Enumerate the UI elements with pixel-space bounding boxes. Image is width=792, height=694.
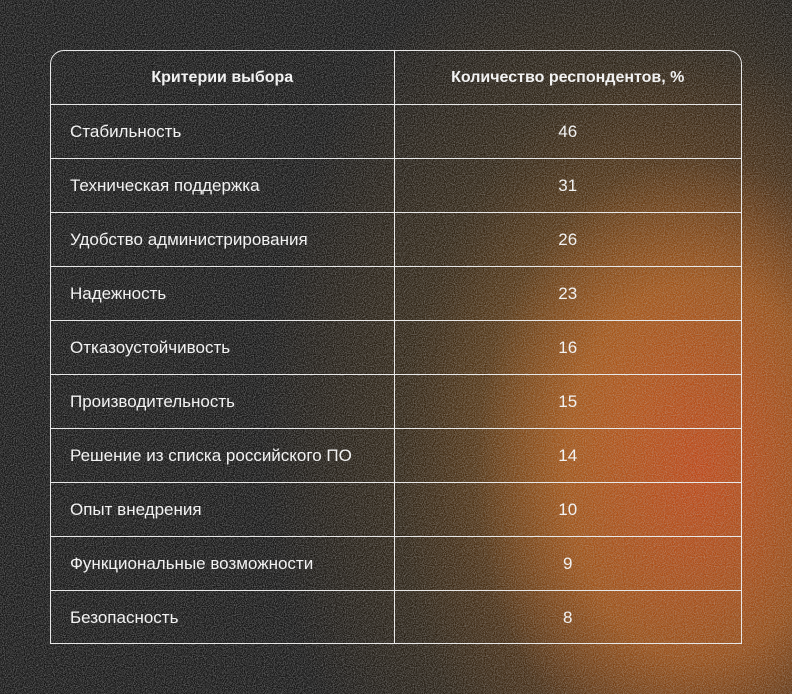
- criterion-cell: Безопасность: [51, 591, 394, 645]
- table-row: [51, 537, 741, 591]
- respondents-value-cell: 14: [394, 429, 741, 483]
- table-row: [51, 429, 741, 483]
- criterion-cell: Удобство администрирования: [51, 213, 394, 267]
- criterion-cell: Функциональные возможности: [51, 537, 394, 591]
- respondents-value-cell: 23: [394, 267, 741, 321]
- respondents-value-cell: 16: [394, 321, 741, 375]
- header-respondents: Количество респондентов, %: [394, 51, 741, 105]
- criterion-cell: Техническая поддержка: [51, 159, 394, 213]
- criterion-cell: Опыт внедрения: [51, 483, 394, 537]
- respondents-value-cell: 15: [394, 375, 741, 429]
- criterion-cell: Решение из списка российского ПО: [51, 429, 394, 483]
- criterion-cell: Отказоустойчивость: [51, 321, 394, 375]
- respondents-value-cell: 31: [394, 159, 741, 213]
- table-row: [51, 483, 741, 537]
- respondents-value-cell: 26: [394, 213, 741, 267]
- criteria-table: [50, 50, 742, 644]
- table-row: [51, 267, 741, 321]
- respondents-value-cell: 10: [394, 483, 741, 537]
- table-row: [51, 591, 741, 645]
- table-header-row: [51, 51, 741, 105]
- table-row: [51, 159, 741, 213]
- respondents-value-cell: 46: [394, 105, 741, 159]
- criterion-cell: Производительность: [51, 375, 394, 429]
- respondents-value-cell: 9: [394, 537, 741, 591]
- criterion-cell: Надежность: [51, 267, 394, 321]
- respondents-value-cell: 8: [563, 607, 573, 627]
- table-row: [51, 321, 741, 375]
- header-criteria: Критерии выбора: [51, 51, 394, 105]
- criterion-cell: Стабильность: [51, 105, 394, 159]
- table-row: [51, 213, 741, 267]
- table-row: [51, 105, 741, 159]
- table-row: [51, 375, 741, 429]
